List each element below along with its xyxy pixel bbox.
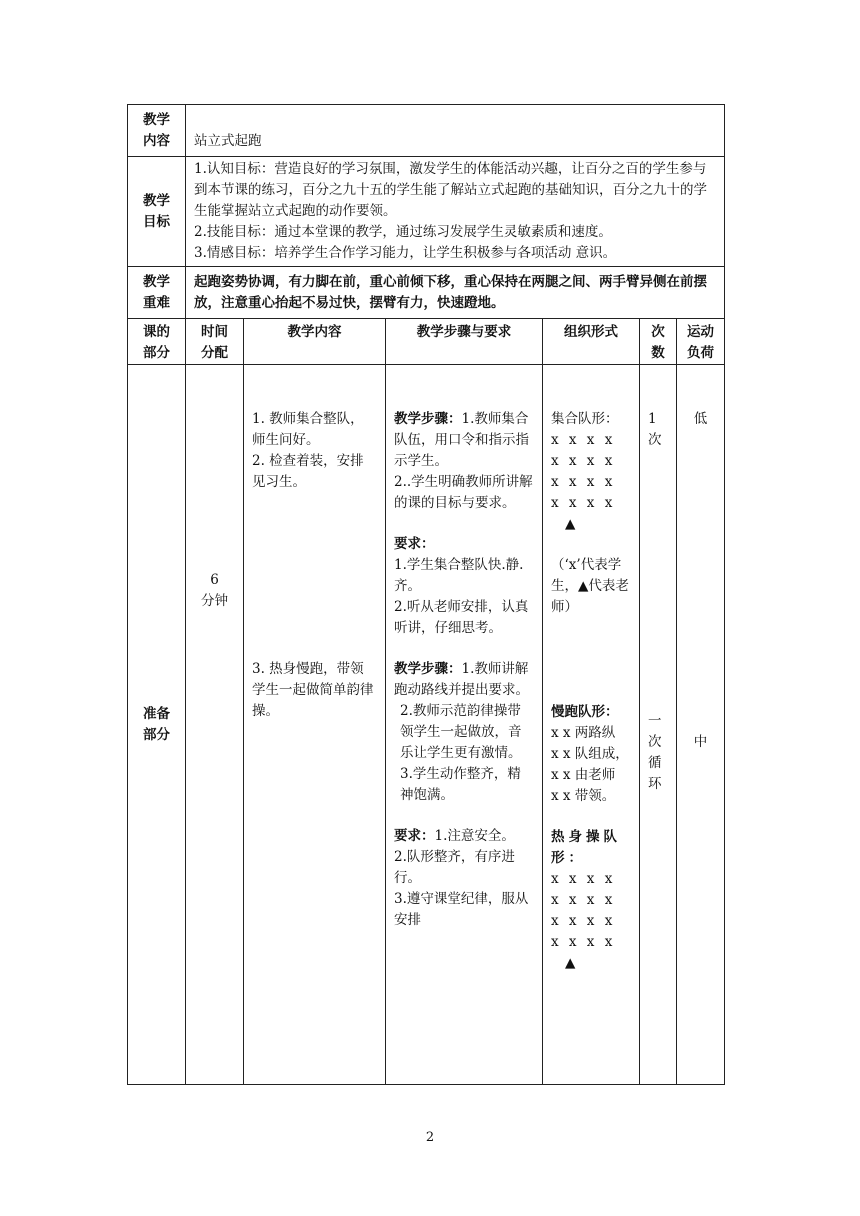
- section-counts: [640, 365, 677, 1085]
- warm-row-4: x x x x: [551, 934, 616, 950]
- objectives: [186, 157, 725, 267]
- steps-2-c: 3.学生动作整齐，精神饱满。: [400, 766, 521, 803]
- jog-line-4: x x 带领。: [551, 788, 616, 804]
- section-steps: [386, 365, 543, 1085]
- count-1: 1次: [648, 411, 662, 448]
- gather-row-1: x x x x: [551, 432, 616, 448]
- gather-label: 集合队形：: [551, 411, 619, 427]
- content-label: 教学内容: [128, 105, 186, 157]
- jog-line-2: x x 队组成，: [551, 746, 629, 762]
- warm-row-2: x x x x: [551, 892, 616, 908]
- gather-row-3: x x x x: [551, 474, 616, 490]
- req-1-a: 1.学生集合整队快.静.齐。: [394, 557, 524, 594]
- col-count: 次数: [640, 319, 677, 365]
- steps-2-b: 2.教师示范韵律操带领学生一起做放，音乐让学生更有激情。: [400, 703, 522, 761]
- key-label: 教学重难: [128, 267, 186, 319]
- section-part: 准备部分: [128, 365, 186, 1085]
- jog-line-3: x x 由老师: [551, 767, 616, 783]
- teacher-triangle-icon: ▲: [565, 516, 576, 532]
- objective-label: 教学目标: [128, 157, 186, 267]
- content-item-1: 1. 教师集合整队，师生问好。: [252, 411, 364, 448]
- load-1: 低: [693, 411, 708, 427]
- content-item-3: 3. 热身慢跑，带领学生一起做简单韵律操。: [252, 661, 374, 719]
- content-item-2: 2. 检查着装，安排见习生。: [252, 453, 364, 490]
- req-2-c: 3.遵守课堂纪律，服从安排: [394, 891, 529, 928]
- steps-1-b: 2..学生明确教师所讲解的课的目标与要求。: [394, 474, 533, 511]
- teacher-triangle-icon: ▲: [565, 955, 576, 971]
- warm-row-3: x x x x: [551, 913, 616, 929]
- col-load: 运动负荷: [677, 319, 725, 365]
- org-note: （‘x’代表学生，▲代表老师）: [551, 557, 629, 615]
- lesson-plan-table: [127, 104, 725, 1085]
- page-number: 2: [425, 1130, 435, 1145]
- warm-label: 热身操队形：: [551, 829, 621, 866]
- objective-3: 3.情感目标：培养学生合作学习能力，让学生积极参与各项活动 意识。: [194, 245, 617, 261]
- content-value: 站立式起跑: [186, 105, 725, 157]
- objective-1: 1.认知目标：营造良好的学习氛围，激发学生的体能活动兴趣，让百分之百的学生参与到本节课的练习，百分之九十五的学生能了解站立式起跑的基础知识，百分之九十的学生能掌握站立式起跑的动作要领。: [194, 161, 707, 219]
- col-part: 课的部分: [128, 319, 186, 365]
- col-time: 时间分配: [186, 319, 244, 365]
- col-org: 组织形式: [543, 319, 640, 365]
- section-time: 6 分钟: [186, 365, 244, 1085]
- steps-block-2: 教学步骤：1.教师讲解跑动路线并提出要求。: [394, 661, 529, 698]
- gather-row-2: x x x x: [551, 453, 616, 469]
- section-loads: [677, 365, 725, 1085]
- section-org: [543, 365, 640, 1085]
- load-2: 中: [693, 734, 708, 750]
- jog-label: 慢跑队形：: [551, 704, 619, 720]
- count-2: 一次循环: [648, 713, 662, 792]
- steps-block-1: 教学步骤：1.教师集合队伍，用口令和指示指示学生。: [394, 411, 529, 469]
- req-1-b: 2.听从老师安排，认真听讲，仔细思考。: [394, 599, 529, 636]
- req-2-b: 2.队形整齐，有序进行。: [394, 849, 515, 886]
- col-content: 教学内容: [244, 319, 386, 365]
- key-points: 起跑姿势协调，有力脚在前，重心前倾下移，重心保持在两腿之间、两手臂异侧在前摆放，注意重心抬起不易过快，摆臂有力，快速蹬地。: [186, 267, 725, 319]
- objective-2: 2.技能目标：通过本堂课的教学，通过练习发展学生灵敏素质和速度。: [194, 224, 612, 240]
- gather-row-4: x x x x: [551, 495, 616, 511]
- warm-row-1: x x x x: [551, 871, 616, 887]
- section-contents: [244, 365, 386, 1085]
- req-label-1: 要求：: [394, 536, 435, 552]
- req-block-2: 要求：1.注意安全。: [394, 828, 515, 844]
- col-steps: 教学步骤与要求: [386, 319, 543, 365]
- jog-line-1: x x 两路纵: [551, 725, 616, 741]
